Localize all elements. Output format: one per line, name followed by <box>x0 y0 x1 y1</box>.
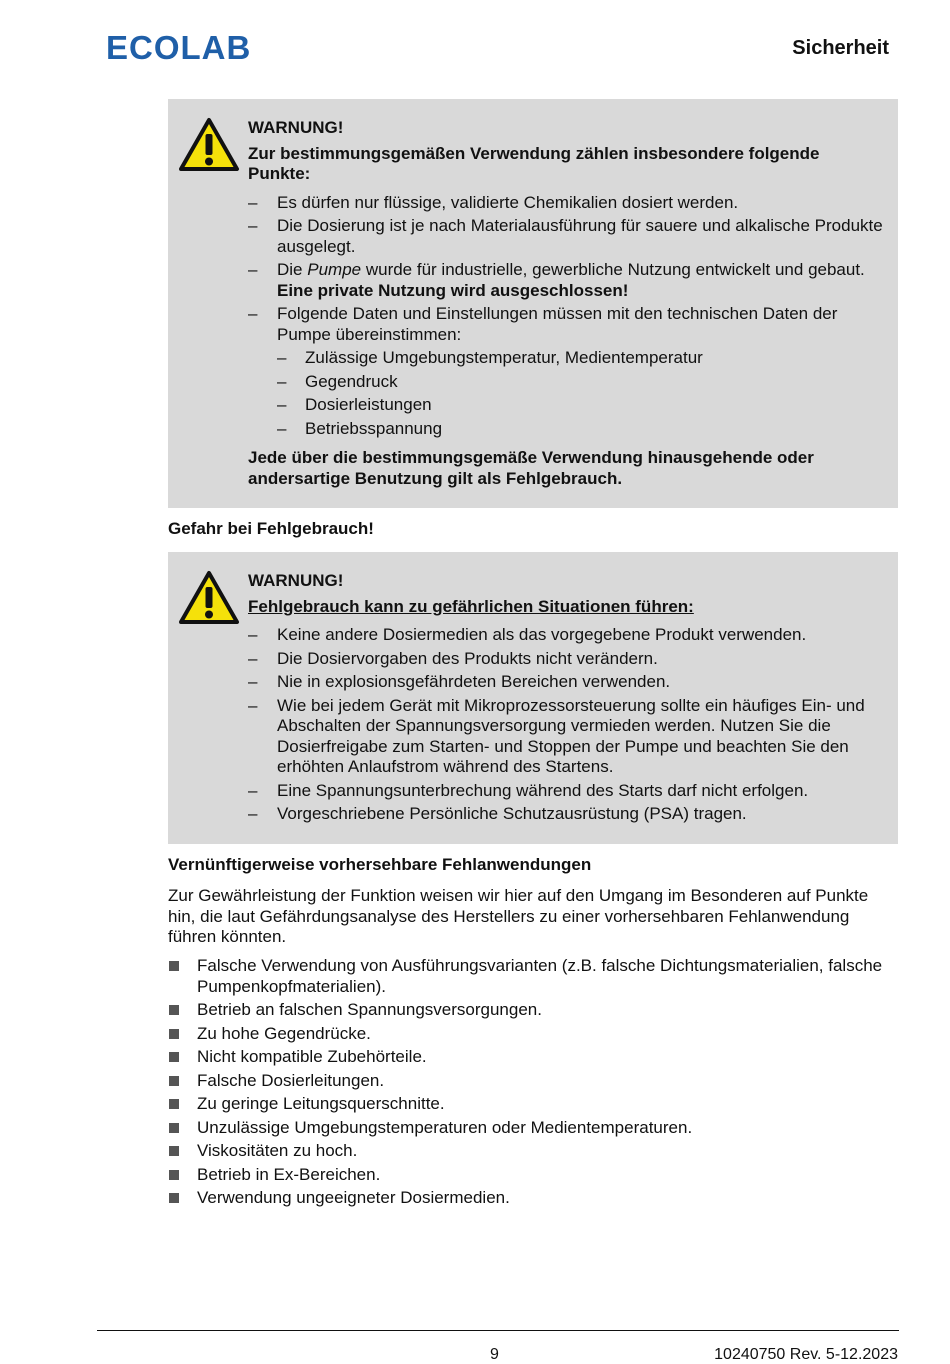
bullet-square-icon <box>169 1193 179 1203</box>
document-reference: 10240750 Rev. 5-12.2023 <box>714 1346 898 1363</box>
sublist-item: – Gegendruck <box>277 371 398 391</box>
foreseeable-list <box>168 956 888 1212</box>
ecolab-logo <box>106 30 256 64</box>
foreseeable-misuse-heading: Vernünftigerweise vorhersehbare Fehlanwendungen <box>168 855 592 874</box>
list-item: – Eine Spannungsunterbrechung während des Starts darf nicht erfolgen. <box>248 780 809 800</box>
warning-triangle-icon <box>178 570 240 625</box>
list-item: Nicht kompatible Zubehörteile. <box>168 1047 888 1068</box>
misuse-heading: Gefahr bei Fehlgebrauch! <box>168 519 374 538</box>
warning-sublist <box>277 348 886 439</box>
bullet-square-icon <box>169 1099 179 1109</box>
list-item: Unzulässige Umgebungstemperaturen oder Medientemperaturen. <box>168 1118 888 1139</box>
bullet-square-icon <box>169 1076 179 1086</box>
warning-list <box>248 625 886 825</box>
sublist-item: – Betriebsspannung <box>277 418 443 438</box>
list-item: – Die Dosierung ist je nach Materialausführung für sauere und alkalische Produkte ausgelegt. <box>248 216 883 256</box>
list-item: – Folgende Daten und Einstellungen müssen mit den technischen Daten der Pumpe übereinstimmen: – Zulässige Umgebungstemperatur, Medientemperatur – Gegendruck – Dosierleistungen – Betriebsspannung <box>248 304 886 439</box>
warning-box-intended-use <box>168 99 898 508</box>
list-item: – Nie in explosionsgefährdeten Bereichen verwenden. <box>248 672 671 691</box>
list-item: Falsche Verwendung von Ausführungsvarianten (z.B. falsche Dichtungsmaterialien, falsche Pumpenkopfmaterialien). <box>168 956 888 997</box>
warning-label: WARNUNG! <box>248 118 344 137</box>
bullet-square-icon <box>169 961 179 971</box>
page-number: 9 <box>490 1346 499 1363</box>
warning-triangle-icon <box>178 117 240 172</box>
list-item: – Keine andere Dosiermedien als das vorgegebene Produkt verwenden. <box>248 625 807 644</box>
warning-heading: Zur bestimmungsgemäßen Verwendung zählen insbesondere folgende Punkte: <box>248 143 820 183</box>
foreseeable-intro: Zur Gewährleistung der Funktion weisen wir hier auf den Umgang im Besonderen auf Punkte hin, die laut Gefährdungsanalyse des Herstellers zu einer vorhersehbaren Fehlanwendung führen könnten. <box>168 886 869 946</box>
footer-divider <box>97 1330 899 1331</box>
list-item: – Die Pumpe wurde für industrielle, gewerbliche Nutzung entwickelt und gebaut. Eine private Nutzung wird ausgeschlossen! <box>248 260 865 300</box>
bullet-square-icon <box>169 1146 179 1156</box>
warning-label: WARNUNG! <box>248 571 344 590</box>
warning-list <box>248 193 886 440</box>
list-item: Viskositäten zu hoch. <box>168 1141 888 1162</box>
bullet-square-icon <box>169 1123 179 1133</box>
logo-text: ECOLAB <box>106 30 252 64</box>
list-item: Falsche Dosierleitungen. <box>168 1071 888 1092</box>
list-item: Betrieb in Ex-Bereichen. <box>168 1165 888 1186</box>
bullet-square-icon <box>169 1170 179 1180</box>
list-item: Betrieb an falschen Spannungsversorgungen. <box>168 1000 888 1021</box>
sublist-item: – Zulässige Umgebungstemperatur, Medientemperatur <box>277 348 703 367</box>
section-title: Sicherheit <box>792 37 889 59</box>
list-item: – Wie bei jedem Gerät mit Mikroprozessorsteuerung sollte ein häufiges Ein- und Abschalten der Spannungsversorgung vermieden werden. Nutzen Sie die Dosierfreigabe zum Starten- und Stoppen der Pumpe und beachten Sie den erhöhten Anlaufstrom während des Startens. <box>248 695 865 776</box>
warning-footer: Jede über die bestimmungsgemäße Verwendung hinausgehende oder andersartige Benutzung gilt als Fehlgebrauch. <box>248 448 814 488</box>
sublist-item: – Dosierleistungen <box>277 395 432 414</box>
list-item: Verwendung ungeeigneter Dosiermedien. <box>168 1188 888 1209</box>
list-item: – Vorgeschriebene Persönliche Schutzausrüstung (PSA) tragen. <box>248 804 747 823</box>
list-item: – Es dürfen nur flüssige, validierte Chemikalien dosiert werden. <box>248 192 739 212</box>
warning-box-misuse <box>168 552 898 844</box>
warning-heading: Fehlgebrauch kann zu gefährlichen Situationen führen: <box>248 596 694 616</box>
list-item: Zu hohe Gegendrücke. <box>168 1024 888 1045</box>
bullet-square-icon <box>169 1005 179 1015</box>
list-item: Zu geringe Leitungsquerschnitte. <box>168 1094 888 1115</box>
list-item: – Die Dosiervorgaben des Produkts nicht verändern. <box>248 648 658 668</box>
bullet-square-icon <box>169 1052 179 1062</box>
bullet-square-icon <box>169 1029 179 1039</box>
